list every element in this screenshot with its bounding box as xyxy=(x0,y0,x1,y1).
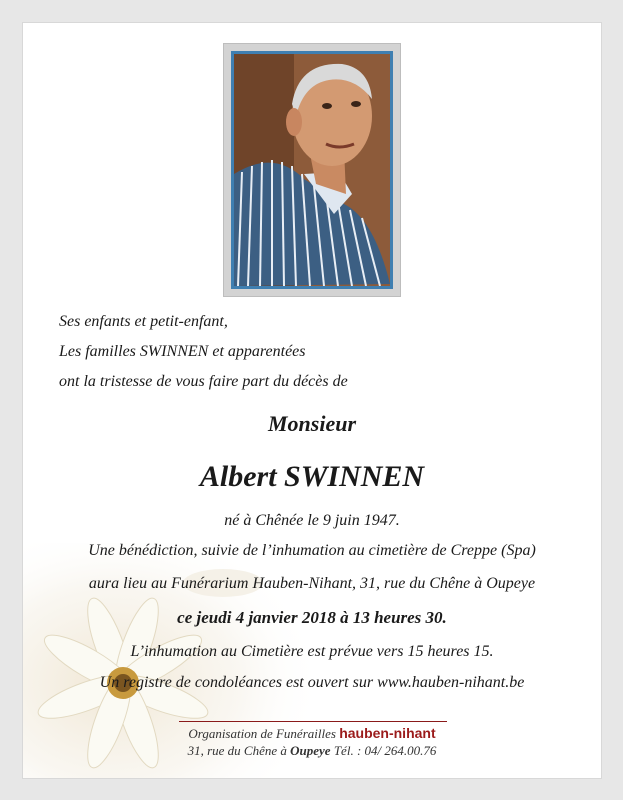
announcement-line-1: Ses enfants et petit-enfant, xyxy=(59,313,228,330)
footer-org-label: Organisation de Funérailles xyxy=(188,726,336,741)
portrait-photo xyxy=(231,51,393,289)
portrait-frame xyxy=(223,43,401,297)
honorific-title: Monsieur xyxy=(267,411,357,436)
footer-city: Oupeye xyxy=(290,743,331,758)
footer-address xyxy=(23,743,601,759)
ceremony-date: ce jeudi 4 janvier 2018 à 13 heures 30. xyxy=(177,608,447,627)
ceremony-line-2: aura lieu au Funérarium Hauben-Nihant, 31, rue du Chêne à Oupeye xyxy=(88,575,536,592)
announcement-line-2: Les familles SWINNEN et apparentées xyxy=(59,343,306,360)
footer-phone: Tél. : 04/ 264.00.76 xyxy=(333,743,437,758)
footer-organisation xyxy=(23,725,601,742)
deceased-name: Albert SWINNEN xyxy=(199,460,425,493)
condolence-register: Un registre de condoléances est ouvert sur www.hauben-nihant.be xyxy=(99,674,525,691)
brand-logo-text: hauben-nihant xyxy=(339,725,436,741)
announcement-line-3: ont la tristesse de vous faire part du décès de xyxy=(59,373,348,390)
footer-divider xyxy=(179,721,447,722)
footer-address-prefix: 31, rue du Chêne à xyxy=(187,743,287,758)
burial-time: L’inhumation au Cimetière est prévue vers 15 heures 15. xyxy=(130,643,494,660)
birth-info: né à Chênée le 9 juin 1947. xyxy=(224,512,400,529)
obituary-card xyxy=(22,22,602,779)
ceremony-line-1: Une bénédiction, suivie de l’inhumation au cimetière de Creppe (Spa) xyxy=(88,542,536,559)
